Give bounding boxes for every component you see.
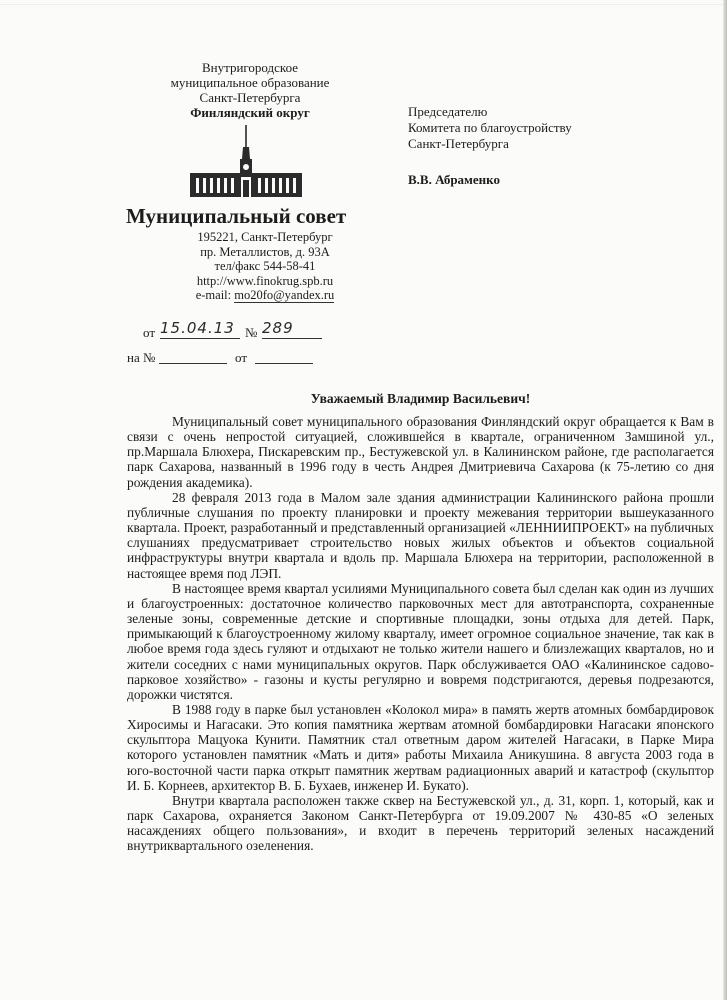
letterhead-org — [150, 60, 350, 120]
salutation: Уважаемый Владимир Васильевич! — [310, 391, 531, 406]
ref-date-handwritten: 15.04.13 — [160, 319, 240, 339]
website-link[interactable]: http://www.finokrug.spb.ru — [196, 273, 334, 288]
email-label: e-mail: — [195, 288, 235, 303]
org-line-4: Финляндский округ — [190, 105, 310, 120]
letter-body — [127, 414, 714, 854]
reply-date-blank — [255, 363, 313, 364]
recipient-line-3: Санкт-Петербурга — [408, 136, 509, 151]
reply-number-blank — [159, 363, 227, 364]
paragraph-2: 28 февраля 2013 года в Малом зале здания администрации Калининского района прошли публичные слушания по проекту планировки и проекту межевания территории вышеуказанного квартала. Проект, разработанный и представленный организацией «ЛЕННИИПРОЕКТ» на публичных слушаниях предусматривает строительство новых жилых объектов и объектов социальной инфраструктуры внутри квартала и вдоль пр. Маршала Блюхера на территории, расположенной в настоящее время под ЛЭП. — [127, 489, 714, 581]
recipient-line-1: Председателю — [408, 104, 488, 119]
scan-top-line — [0, 4, 727, 5]
reply-from-label: от — [235, 350, 248, 365]
paragraph-4: В 1988 году в парке был установлен «Колокол мира» в память жертв атомных бомбардировок Хиросимы и Нагасаки. Это копия памятника жертвам атомной бомбардировки Нагасаки японского скульптора Мацуока Кунити. Памятник стал ответным даром жителей Нагасаки, в Парке Мира которого установлен памятник «Мать и дитя» работы Михаила Аникушина. 8 августа 2003 года в юго-восточной части парка открыт памятник жертвам радиационных аварий и катастроф (скульптор И. Б. Корнеев, архитектор В. Б. Бухаев, инженер И. Букато). — [127, 701, 714, 793]
recipient-name: В.В. Абраменко — [408, 172, 500, 187]
phone-line: тел/факс 544-58-41 — [214, 259, 316, 274]
ref-number-label: № — [245, 325, 258, 340]
spire-building-emblem-icon — [188, 125, 304, 200]
org-line-3: Санкт-Петербурга — [199, 90, 301, 105]
recipient-block — [408, 104, 628, 152]
ref-number-handwritten: 289 — [262, 319, 322, 339]
org-line-2: муниципальное образование — [170, 75, 330, 90]
paragraph-1: Муниципальный совет муниципального образования Финляндский округ обращается к Вам в связи с очень непростой ситуацией, сложившейся в квартале, ограниченном Замшиной ул., пр.Маршала Блюхера, Пискаревским пр., Бестужевской ул. в Калининском районе, где располагается парк Сахарова, названный в 1996 году в честь Андрея Дмитриевича Сахарова (к 75-летию со дня рождения академика). — [127, 414, 714, 490]
reply-number-label: на № — [127, 350, 156, 365]
paragraph-3: В настоящее время квартал усилиями Муниципального совета был сделан как один из лучших и благоустроенных: достаточное количество парковочных мест для автотранспорта, сохраненные зеленые зоны, современные детские и спортивные площадки, зоны отдыха для детей. Парк, примыкающий к благоустроенному жилому кварталу, имеет огромное социальное значение, так как в любое время года здесь гуляют и отдыхают не только жители нашего и близлежащих кварталов, но и жители соседних с нами муниципальных округов. Парк обслуживается ОАО «Калининское садово-парковое хозяйство» - газоны и кусты регулярно и вовремя подстригаются, деревья подрезаются, дорожки чистятся. — [127, 580, 714, 702]
scan-right-edge — [723, 0, 727, 1000]
ref-from-label: от — [143, 325, 156, 340]
email-line — [160, 288, 370, 303]
email-link[interactable]: mo20fo@yandex.ru — [234, 288, 335, 303]
recipient-line-2: Комитета по благоустройству — [408, 120, 572, 135]
org-line-1: Внутригородское — [201, 60, 299, 75]
address-line-2: пр. Металлистов, д. 93А — [200, 244, 330, 259]
contact-block — [160, 230, 370, 303]
council-title: Муниципальный совет — [126, 204, 347, 228]
paragraph-5: Внутри квартала расположен также сквер на Бестужевской ул., д. 31, корп. 1, который, как и парк Сахарова, охраняется Законом Санкт-Петербурга от 19.09.2007 № 430-85 «О зеленых насаждениях общего пользования», и входит в перечень территорий зеленых насаждений внутриквартального озеленения. — [127, 792, 714, 854]
address-line-1: 195221, Санкт-Петербург — [197, 230, 333, 244]
